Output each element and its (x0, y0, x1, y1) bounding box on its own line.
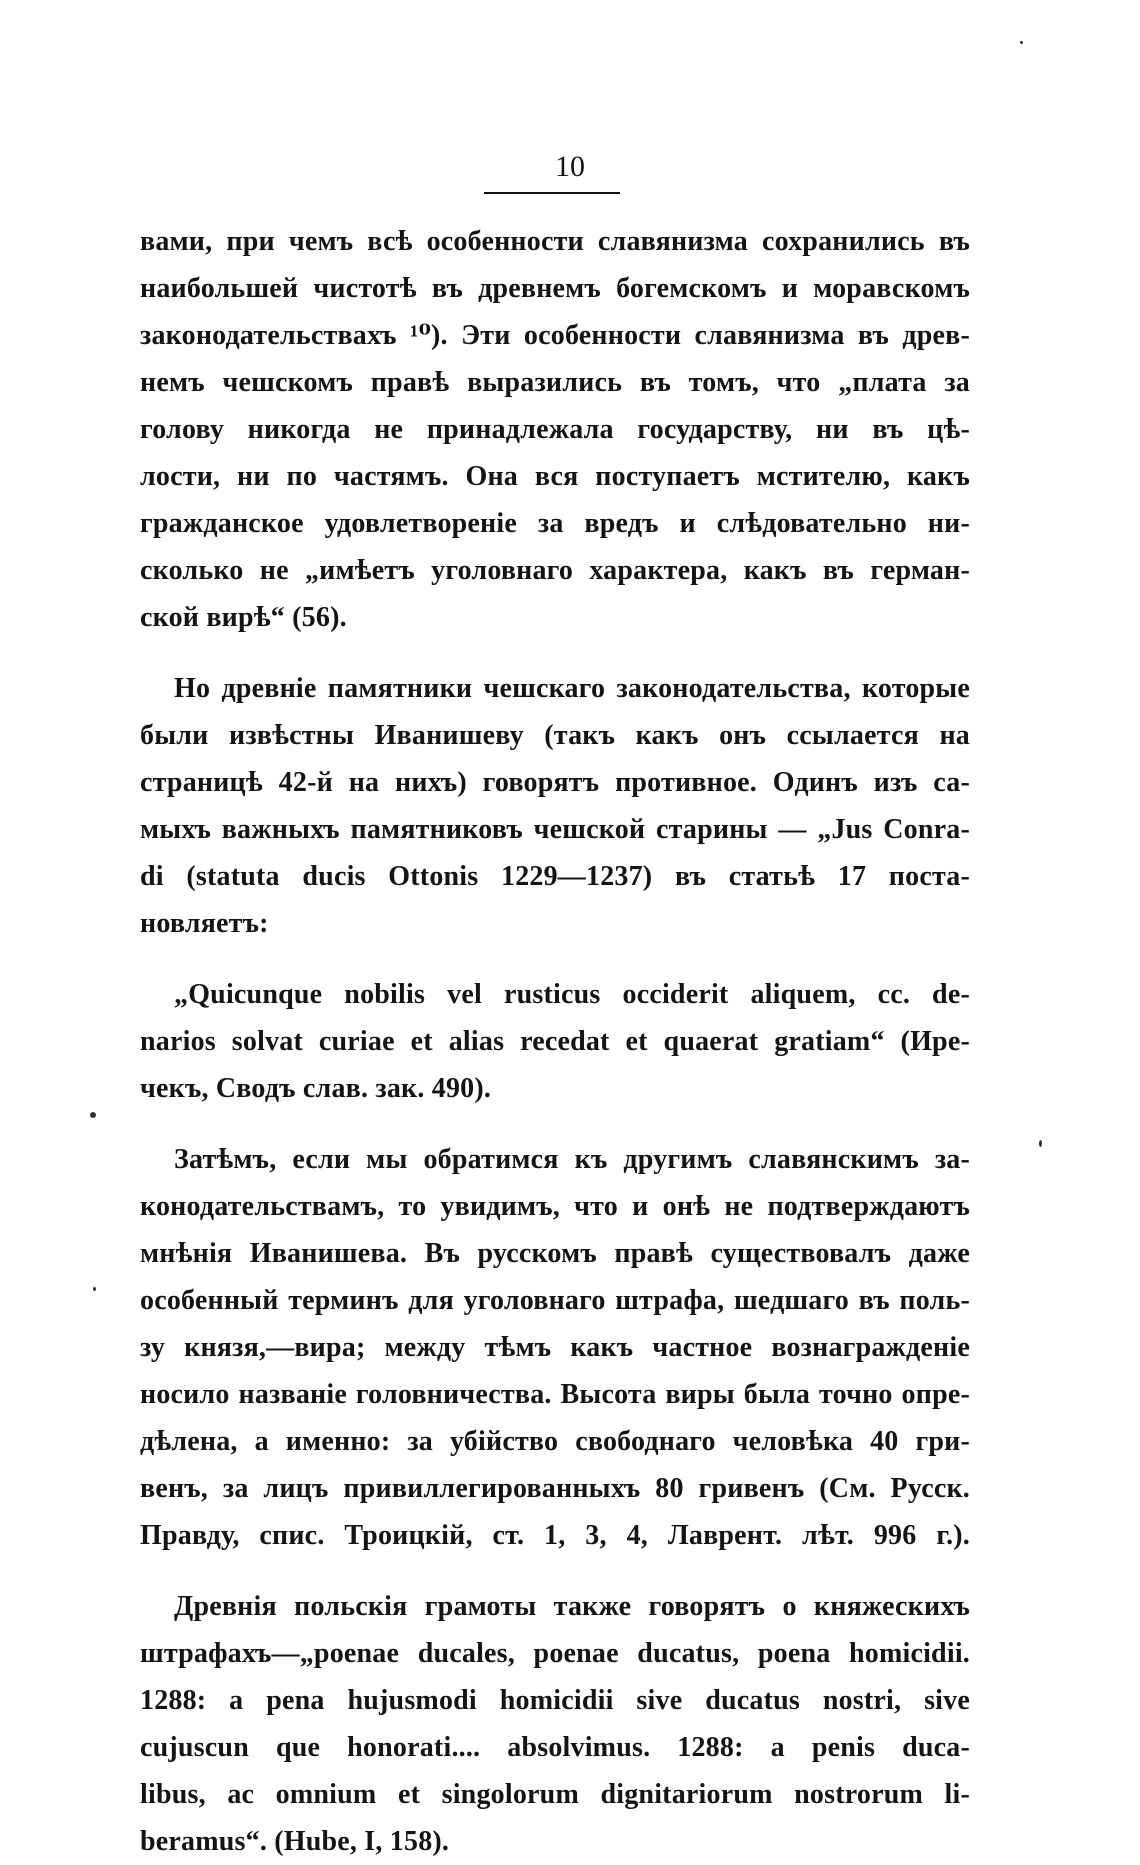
text-line: штрафахъ—„poenae ducales, poenae ducatus, poena homicidii. (140, 1638, 970, 1669)
page-number-rule (484, 192, 620, 194)
text-line: венъ, за лицъ привиллегированныхъ 80 гривенъ (См. Русск. (140, 1473, 970, 1504)
text-line: дѣлена, а именно: за убійство свободнаго человѣка 40 гри- (140, 1426, 970, 1457)
text-block (140, 218, 970, 1865)
text-line: вами, при чемъ всѣ особенности славянизма сохранились въ (140, 226, 970, 257)
text-line: немъ чешскомъ правѣ выразились въ томъ, что „плата за (140, 367, 970, 398)
text-line: cujuscun que honorati.... absolvimus. 1288: a penis duca- (140, 1732, 970, 1763)
text-line: narios solvat curiae et alias recedat et quaerat gratiam“ (Ире- (140, 1026, 970, 1057)
paragraph-gap (140, 947, 970, 971)
text-line: Древнія польскія грамоты также говорятъ о княжескихъ (174, 1591, 970, 1622)
text-line: Затѣмъ, если мы обратимся къ другимъ славянскимъ за- (174, 1144, 970, 1175)
text-line: страницѣ 42-й на нихъ) говорятъ противное. Одинъ изъ са- (140, 767, 970, 798)
text-line: конодательствамъ, то увидимъ, что и онѣ не подтверждаютъ (140, 1191, 970, 1222)
scan-speck (1039, 1140, 1042, 1147)
text-line: libus, ac omnium et singolorum dignitariorum nostrorum li- (140, 1779, 970, 1810)
text-line: di (statuta ducis Ottonis 1229—1237) въ статьѣ 17 поста- (140, 861, 970, 892)
text-line: лости, ни по частямъ. Она вся поступаетъ мстителю, какъ (140, 461, 970, 492)
paragraph-5 (140, 1583, 970, 1865)
scan-speck (93, 1287, 96, 1291)
text-line: гражданское удовлетвореніе за вредъ и слѣдовательно ни- (140, 508, 970, 539)
text-line: новляетъ: (140, 908, 269, 939)
text-line: ской вирѣ“ (56). (140, 602, 347, 633)
text-line: сколько не „имѣетъ уголовнаго характера, какъ въ герман- (140, 555, 970, 586)
text-line: мнѣнія Иванишева. Въ русскомъ правѣ существовалъ даже (140, 1238, 970, 1269)
paragraph-gap (140, 1559, 970, 1583)
paragraph-4 (140, 1136, 970, 1559)
text-line: зу князя,—вира; между тѣмъ какъ частное вознагражденіе (140, 1332, 970, 1363)
text-line: мыхъ важныхъ памятниковъ чешской старины — „Jus Conra- (140, 814, 970, 845)
scan-speck (1020, 41, 1023, 44)
text-line: Но древніе памятники чешскаго законодательства, которые (174, 673, 970, 704)
paragraph-1 (140, 218, 970, 641)
text-line: beramus“. (Hube, I, 158). (140, 1826, 450, 1857)
text-line: „Quicunque nobilis vel rusticus occiderit aliquem, cc. de- (174, 979, 970, 1010)
paragraph-2 (140, 665, 970, 947)
text-line: голову никогда не принадлежала государству, ни въ цѣ- (140, 414, 970, 445)
text-line: наибольшей чистотѣ въ древнемъ богемскомъ и моравскомъ (140, 273, 970, 304)
text-line: были извѣстны Иванишеву (такъ какъ онъ ссылается на (140, 720, 970, 751)
page-number: 10 (555, 150, 585, 183)
text-line: носило названіе головничества. Высота виры была точно опре- (140, 1379, 970, 1410)
paragraph-3-quotation (140, 971, 970, 1112)
text-line: законодательствахъ ¹⁰). Эти особенности славянизма въ древ- (140, 320, 970, 351)
paragraph-gap (140, 641, 970, 665)
scan-speck (90, 1112, 96, 1118)
text-line: чекъ, Сводъ слав. зак. 490). (140, 1073, 492, 1104)
paragraph-gap (140, 1112, 970, 1136)
text-line: особенный терминъ для уголовнаго штрафа, шедшаго въ поль- (140, 1285, 970, 1316)
text-line: Правду, спис. Троицкій, ст. 1, 3, 4, Лаврент. лѣт. 996 г.). (140, 1520, 970, 1551)
text-line: 1288: a pena hujusmodi homicidii sive ducatus nostri, sive (140, 1685, 970, 1716)
